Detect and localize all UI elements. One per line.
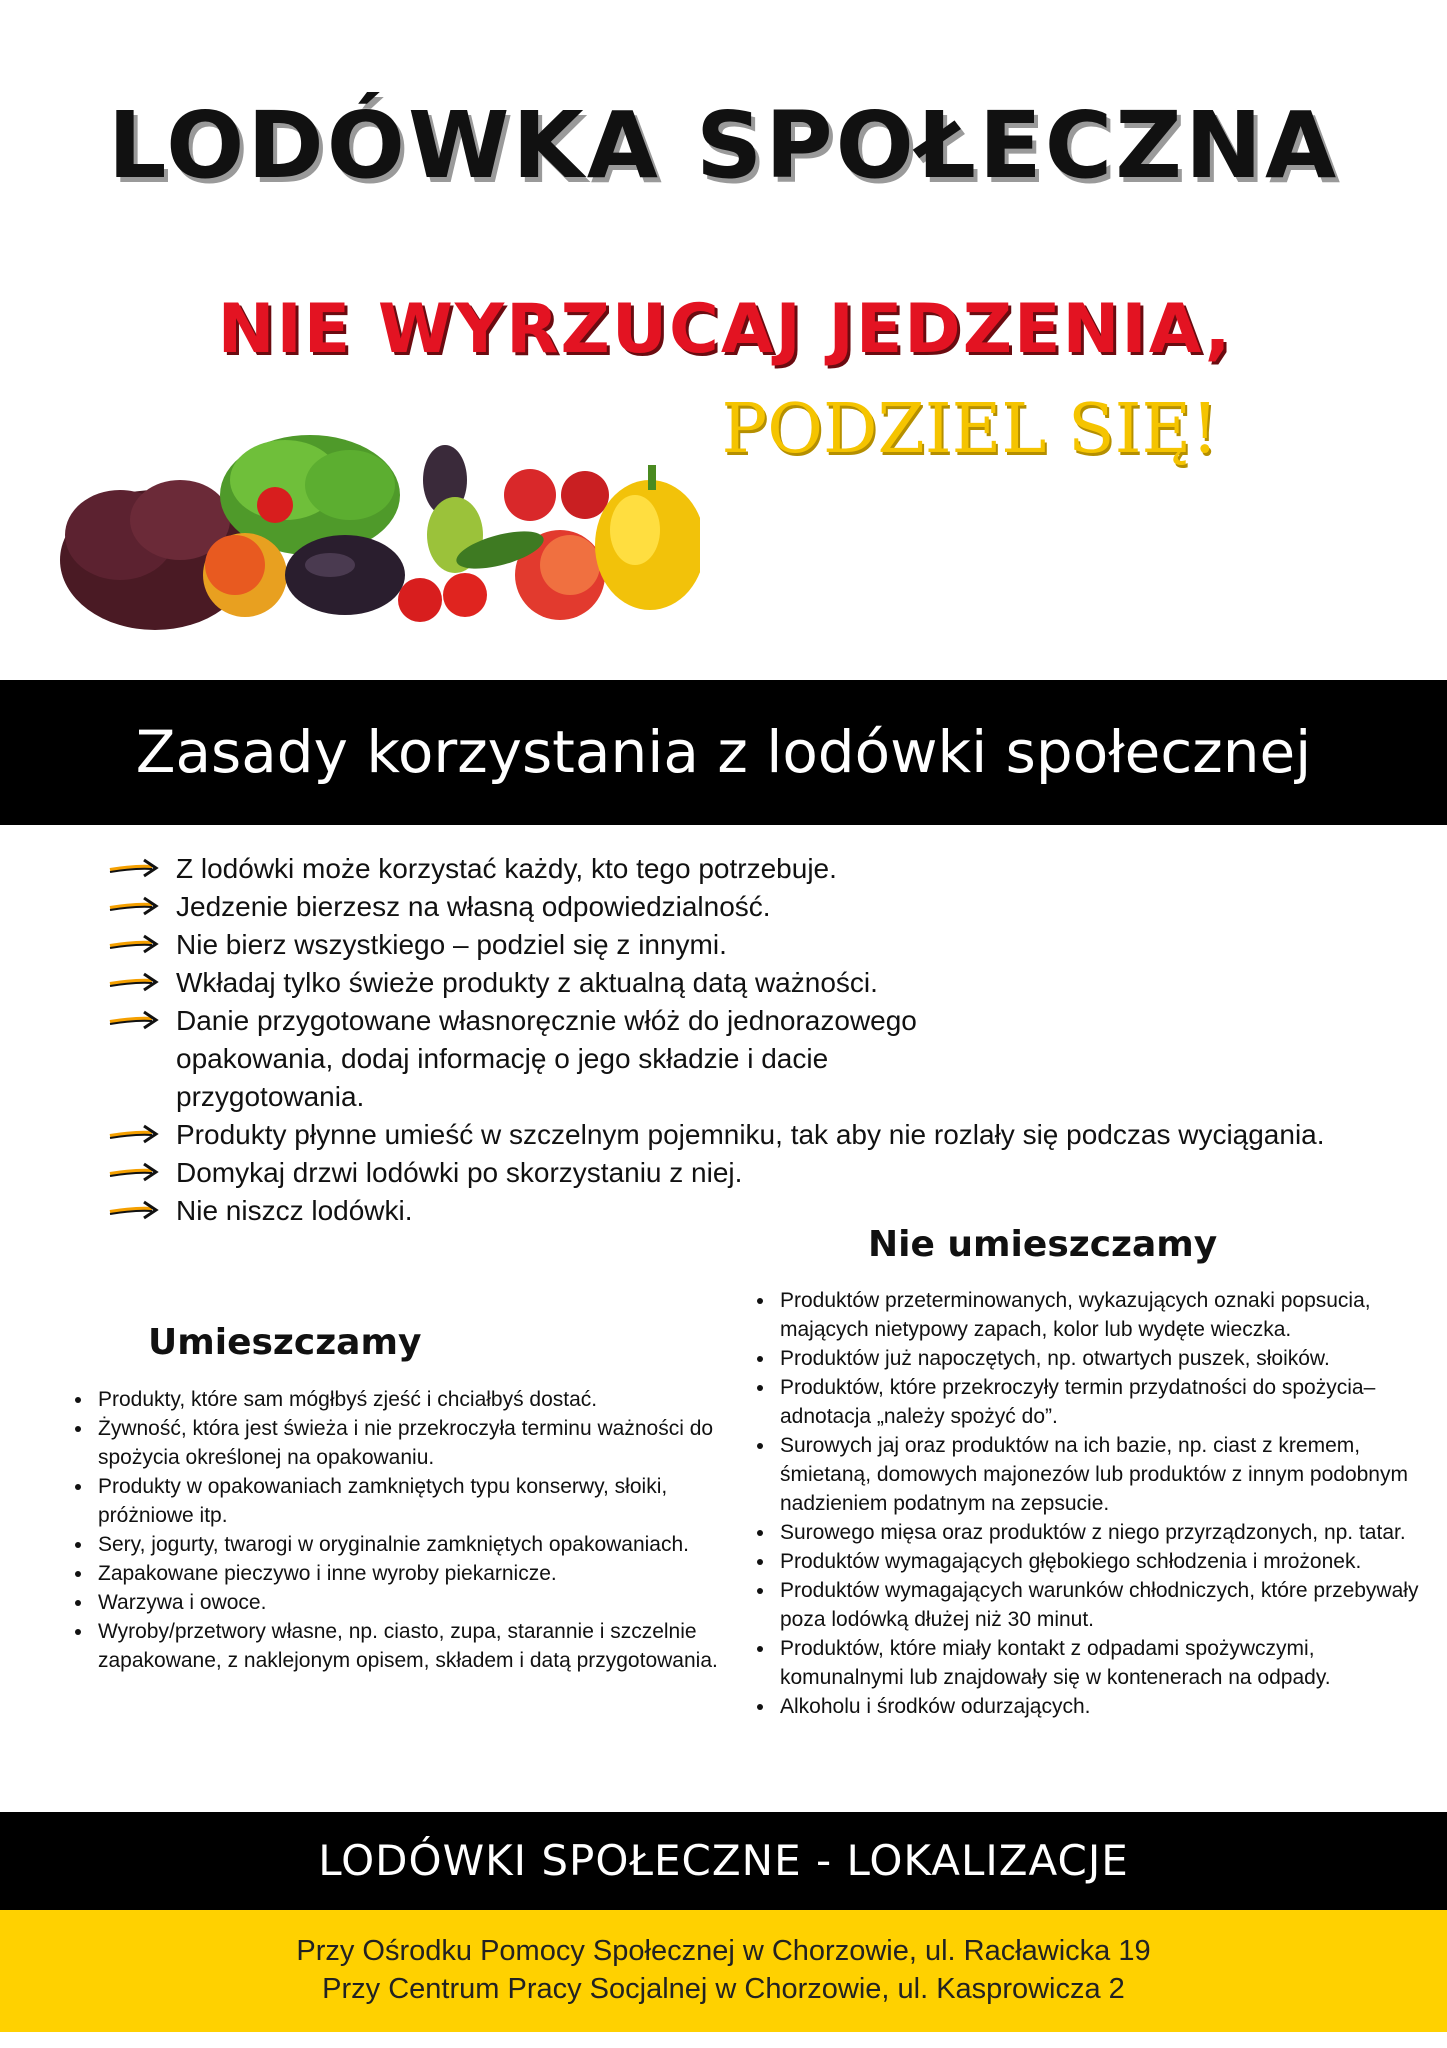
rule-text: Produkty płynne umieść w szczelnym pojemniku, tak aby nie rozlały się podczas wyciągania. bbox=[176, 1119, 1325, 1150]
list-item: • Produkty w opakowaniach zamkniętych typu konserwy, słoiki, próżniowe itp. bbox=[94, 1472, 724, 1530]
rule-text: Danie przygotowane własnoręcznie włóż do jednorazowego opakowania, dodaj informację o jego składzie i dacie przygotowania. bbox=[176, 1005, 917, 1112]
arrow-right-icon bbox=[108, 1160, 160, 1184]
list-item: • Produktów, które miały kontakt z odpadami spożywczymi, komunalnymi lub znajdowały się w kontenerach na odpady. bbox=[776, 1634, 1426, 1692]
arrow-right-icon bbox=[108, 1008, 160, 1032]
slogan-line-1: NIE WYRZUCAJ JEDZENIA, bbox=[217, 290, 1233, 369]
arrow-right-icon bbox=[108, 894, 160, 918]
arrow-right-icon bbox=[108, 856, 160, 880]
locations-band bbox=[0, 1910, 1447, 2032]
list-item: • Produktów wymagających warunków chłodniczych, które przebywały poza lodówką dłużej niż 30 minut. bbox=[776, 1576, 1426, 1634]
poster-title: LODÓWKA SPOŁECZNA bbox=[107, 92, 1340, 199]
list-item: • Warzywa i owoce. bbox=[94, 1588, 724, 1617]
eggplant-icon bbox=[285, 535, 405, 615]
rule-text: Wkładaj tylko świeże produkty z aktualną datą ważności. bbox=[176, 967, 878, 998]
list-item bbox=[108, 964, 1388, 1002]
list-item bbox=[108, 850, 1388, 888]
list-item: • Surowych jaj oraz produktów na ich bazie, np. ciast z kremem, śmietaną, domowych majonezów lub produktów z innym podobnym nadzieniem podatnym na zepsucie. bbox=[776, 1431, 1426, 1518]
list-item: • Żywność, która jest świeża i nie przekroczyła terminu ważności do spożycia określonej na opakowaniu. bbox=[94, 1414, 724, 1472]
rules-header-band bbox=[0, 680, 1447, 825]
list-item: • Zapakowane pieczywo i inne wyroby piekarnicze. bbox=[94, 1559, 724, 1588]
apple-icon bbox=[504, 469, 556, 521]
list-item: • Alkoholu i środków odurzających. bbox=[776, 1692, 1426, 1721]
rule-text: Z lodówki może korzystać każdy, kto tego potrzebuje. bbox=[176, 853, 837, 884]
slogan-line-2: PODZIEL SIĘ! bbox=[721, 390, 1219, 469]
vegetables-fruits-illustration bbox=[60, 425, 700, 635]
rule-text: Nie niszcz lodówki. bbox=[176, 1195, 413, 1226]
list-item: • Produktów wymagających głębokiego schłodzenia i mrożonek. bbox=[776, 1547, 1426, 1576]
allowed-list bbox=[68, 1385, 724, 1675]
list-item bbox=[108, 1116, 1388, 1154]
arrow-right-icon bbox=[108, 932, 160, 956]
locations-header-band bbox=[0, 1812, 1447, 1910]
not-allowed-title: Nie umieszczamy bbox=[868, 1224, 1218, 1265]
location-item: Przy Centrum Pracy Socjalnej w Chorzowie, ul. Kasprowicza 2 bbox=[322, 1973, 1125, 2005]
list-item bbox=[108, 1002, 1388, 1116]
arrow-right-icon bbox=[108, 970, 160, 994]
locations-title: LODÓWKI SPOŁECZNE - LOKALIZACJE bbox=[318, 1836, 1129, 1885]
allowed-title: Umieszczamy bbox=[148, 1322, 422, 1363]
list-item: • Sery, jogurty, twarogi w oryginalnie zamkniętych opakowaniach. bbox=[94, 1530, 724, 1559]
apple-icon bbox=[561, 471, 609, 519]
tomato-icon bbox=[398, 578, 442, 622]
rules-list bbox=[108, 850, 1388, 1230]
list-item bbox=[108, 926, 1388, 964]
rules-title: Zasady korzystania z lodówki społecznej bbox=[135, 718, 1312, 786]
tomato-icon bbox=[257, 487, 293, 523]
list-item: • Produktów już napoczętych, np. otwartych puszek, słoików. bbox=[776, 1344, 1426, 1373]
list-item: • Produktów przeterminowanych, wykazujących oznaki popsucia, mających nietypowy zapach, kolor lub wydęte wieczka. bbox=[776, 1286, 1426, 1344]
list-item bbox=[108, 888, 1388, 926]
list-item: • Wyroby/przetwory własne, np. ciasto, zupa, starannie i szczelnie zapakowane, z naklejonym opisem, składem i datą przygotowania. bbox=[94, 1617, 724, 1675]
list-item: • Produkty, które sam mógłbyś zjeść i chciałbyś dostać. bbox=[94, 1385, 724, 1414]
rule-text: Jedzenie bierzesz na własną odpowiedzialność. bbox=[176, 891, 771, 922]
list-item: • Produktów, które przekroczyły termin przydatności do spożycia–adnotacja „należy spożyć do”. bbox=[776, 1373, 1426, 1431]
yellow-pepper-icon bbox=[595, 465, 700, 610]
arrow-right-icon bbox=[108, 1122, 160, 1146]
arrow-right-icon bbox=[108, 1198, 160, 1222]
tomato-icon bbox=[443, 573, 487, 617]
list-item bbox=[108, 1154, 1388, 1192]
list-item: • Surowego mięsa oraz produktów z niego przyrządzonych, np. tatar. bbox=[776, 1518, 1426, 1547]
rule-text: Nie bierz wszystkiego – podziel się z innymi. bbox=[176, 929, 727, 960]
rule-text: Domykaj drzwi lodówki po skorzystaniu z niej. bbox=[176, 1157, 743, 1188]
location-item: Przy Ośrodku Pomocy Społecznej w Chorzowie, ul. Racławicka 19 bbox=[296, 1935, 1151, 1967]
not-allowed-list bbox=[750, 1286, 1426, 1721]
